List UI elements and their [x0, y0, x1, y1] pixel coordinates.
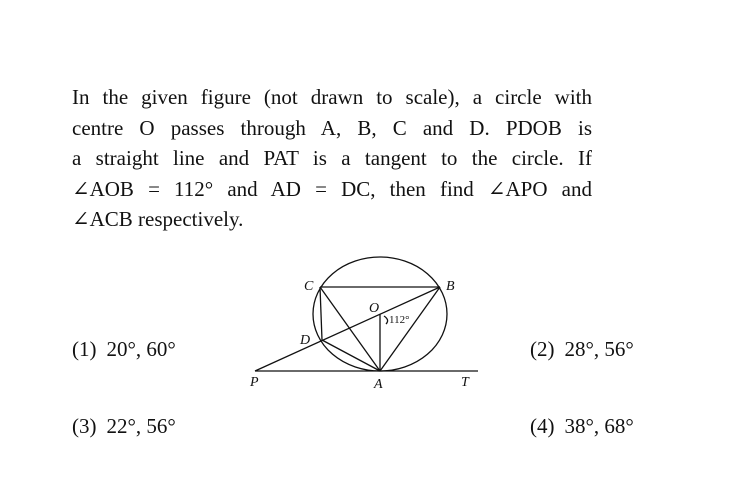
option-3-text: 22°, 56°: [106, 414, 176, 438]
option-3-number: (3): [72, 414, 97, 438]
angle-arc: [384, 316, 388, 324]
chord-ab: [380, 287, 440, 371]
option-4[interactable]: [530, 414, 634, 439]
question-line-5: ∠ACB respectively.: [72, 207, 244, 231]
line-pb: [255, 287, 440, 371]
option-2-text: 28°, 56°: [564, 337, 634, 361]
label-b: B: [446, 279, 455, 294]
option-4-text: 38°, 68°: [564, 414, 634, 438]
option-2[interactable]: [530, 337, 634, 362]
angle-aob-label: 112°: [389, 314, 410, 326]
chord-cd: [320, 287, 322, 340]
option-1[interactable]: [72, 337, 176, 362]
question-line-1: In the given figure (not drawn to scale), a circle with: [72, 85, 592, 109]
label-c: C: [304, 279, 314, 294]
option-2-number: (2): [530, 337, 555, 361]
option-1-text: 20°, 60°: [106, 337, 176, 361]
question-line-4: ∠AOB = 112° and AD = DC, then find ∠APO and: [72, 176, 592, 201]
label-a: A: [374, 377, 383, 392]
chord-ca: [320, 287, 380, 371]
option-1-number: (1): [72, 337, 97, 361]
question-line-3: a straight line and PAT is a tangent to the circle. If: [72, 146, 592, 170]
label-o: O: [369, 301, 380, 316]
label-d: D: [300, 333, 311, 348]
option-3[interactable]: [72, 414, 176, 439]
label-p: P: [250, 375, 259, 390]
question-line-2: centre O passes through A, B, C and D. PDOB is: [72, 115, 592, 140]
label-t: T: [461, 375, 469, 390]
chord-da: [322, 340, 380, 371]
option-4-number: (4): [530, 414, 555, 438]
